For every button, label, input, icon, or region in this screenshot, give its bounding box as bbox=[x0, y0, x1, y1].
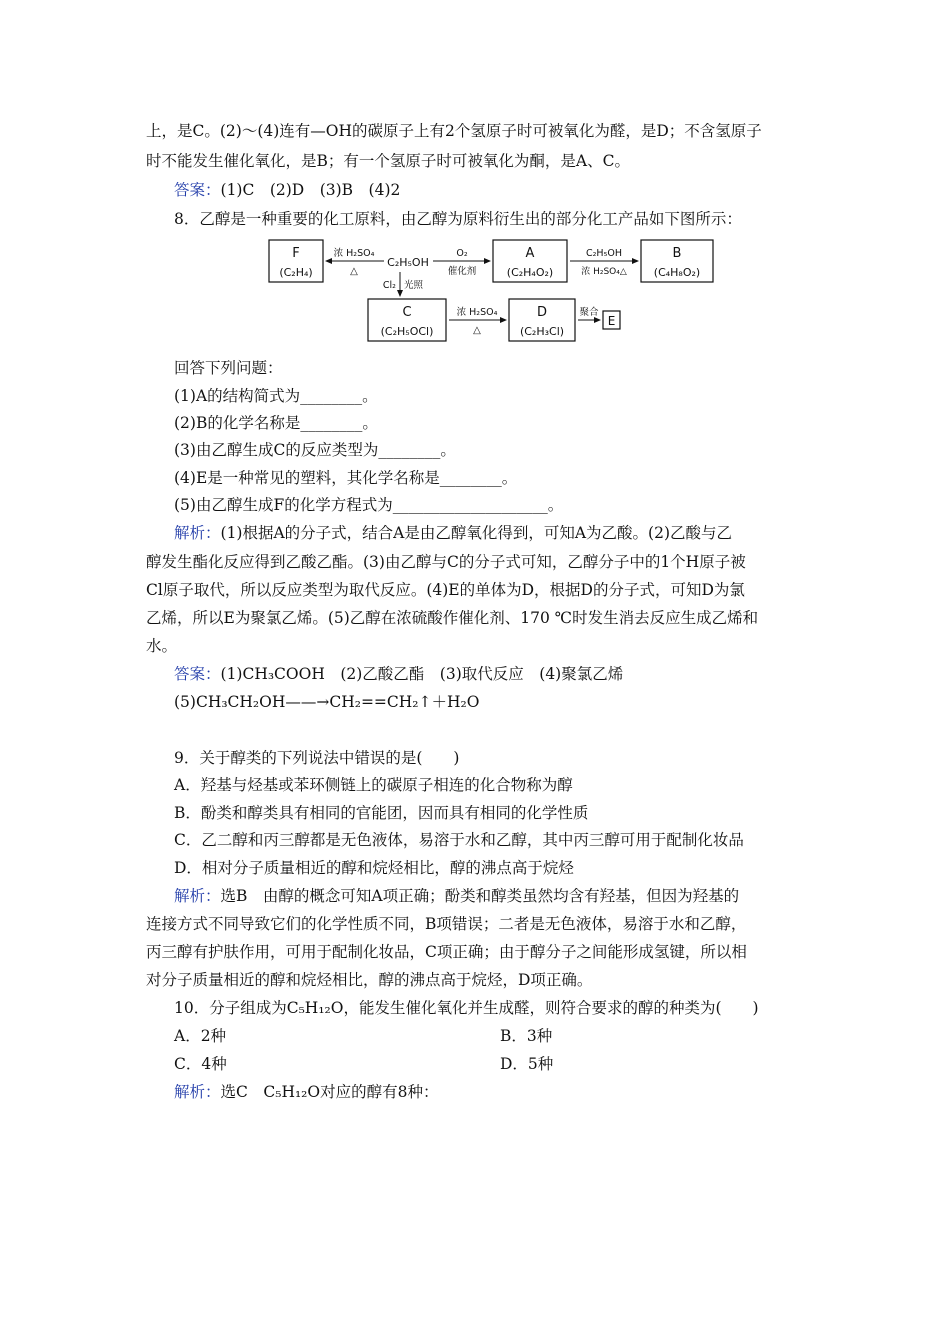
box-B-formula: (C₄H₈O₂) bbox=[653, 266, 701, 279]
box-F-label: F bbox=[292, 246, 300, 261]
question-10: 10．分子组成为C₅H₁₂O，能发生催化氧化并生成醛，则符合要求的醇的种类为( ) bbox=[174, 999, 759, 1017]
arrow-A-bottom: 催化剂 bbox=[447, 266, 477, 277]
answer-text: (1)CH₃COOH (2)乙酸乙酯 (3)取代反应 (4)聚氯乙烯 bbox=[220, 665, 624, 683]
text-line: Cl原子取代，所以反应类型为取代反应。(4)E的单体为D，根据D的分子式，可知D为氯 bbox=[146, 581, 745, 599]
box-D-label: D bbox=[536, 305, 548, 320]
arrow-B-top: C₂H₅OH bbox=[585, 248, 623, 259]
analysis-label: 解析： bbox=[174, 887, 221, 905]
arrow-B-bottom: 浓 H₂SO₄△ bbox=[581, 267, 627, 277]
text-line: 水。 bbox=[146, 637, 178, 655]
option-B: B．酚类和醇类具有相同的官能团，因而具有相同的化学性质 bbox=[174, 804, 589, 822]
option-B: B．3种 bbox=[500, 1027, 553, 1045]
ethanol-center: C₂H₅OH bbox=[387, 256, 429, 269]
box-D-formula: (C₂H₃Cl) bbox=[519, 325, 565, 338]
text-line: 连接方式不同导致它们的化学性质不同，B项错误；二者是无色液体，易溶于水和乙醇， bbox=[146, 915, 747, 933]
text-line: 丙三醇有护肤作用，可用于配制化妆品，C项正确；由于醇分子之间能形成氢键，所以相 bbox=[146, 943, 747, 961]
analysis-label: 解析： bbox=[174, 1083, 221, 1101]
arrow-D-bottom: △ bbox=[473, 325, 481, 336]
arrow-F-bottom: △ bbox=[350, 266, 358, 277]
question-part: (1)A的结构简式为________。 bbox=[174, 387, 378, 405]
analysis-line bbox=[174, 886, 739, 906]
box-E-label: E bbox=[607, 314, 616, 328]
analysis-line bbox=[174, 1082, 438, 1102]
box-B-label: B bbox=[672, 246, 682, 261]
answer-text: (1)C (2)D (3)B (4)2 bbox=[220, 181, 401, 199]
text-line: 醇发生酯化反应得到乙酸乙酯。(3)由乙醇与C的分子式可知，乙醇分子中的1个H原子被 bbox=[146, 553, 746, 571]
analysis-line bbox=[174, 523, 732, 543]
arrow-F-top: 浓 H₂SO₄ bbox=[333, 248, 375, 259]
arrow-D-top: 浓 H₂SO₄ bbox=[456, 307, 498, 318]
answer-label: 答案： bbox=[174, 665, 221, 683]
option-D: D．相对分子质量相近的醇和烷烃相比，醇的沸点高于烷烃 bbox=[174, 859, 574, 877]
question-8: 8．乙醇是一种重要的化工原料，由乙醇为原料衍生出的部分化工产品如下图所示： bbox=[174, 210, 742, 228]
box-A-formula: (C₂H₄O₂) bbox=[506, 266, 554, 279]
arrow-C-right: 光照 bbox=[404, 280, 424, 291]
analysis-label: 解析： bbox=[174, 524, 221, 542]
text-line: 乙烯，所以E为聚氯乙烯。(5)乙醇在浓硫酸作催化剂、170 ℃时发生消去反应生成乙烯和 bbox=[146, 609, 759, 627]
box-C-label: C bbox=[402, 305, 412, 320]
equation-line: (5)CH₃CH₂OH——→CH₂==CH₂↑＋H₂O bbox=[174, 693, 480, 711]
question-part: (3)由乙醇生成C的反应类型为________。 bbox=[174, 441, 456, 459]
box-F-formula: (C₂H₄) bbox=[279, 266, 313, 279]
arrow-C-left: Cl₂ bbox=[382, 280, 396, 291]
question-part: (5)由乙醇生成F的化学方程式为____________________。 bbox=[174, 496, 564, 514]
question-part: (4)E是一种常见的塑料，其化学名称是________。 bbox=[174, 469, 518, 487]
option-A: A．2种 bbox=[174, 1027, 227, 1045]
arrow-E-top: 聚合 bbox=[579, 307, 599, 318]
answer-label: 答案： bbox=[174, 181, 221, 199]
answer-line bbox=[174, 180, 400, 200]
reaction-diagram bbox=[268, 236, 718, 344]
box-C-formula: (C₂H₅OCl) bbox=[380, 325, 434, 338]
option-A: A．羟基与烃基或苯环侧链上的碳原子相连的化合物称为醇 bbox=[174, 776, 573, 794]
analysis-text: 选C C₅H₁₂O对应的醇有8种： bbox=[220, 1083, 439, 1101]
question-9: 9．关于醇类的下列说法中错误的是( ) bbox=[174, 749, 460, 767]
text-line: 对分子质量相近的醇和烷烃相比，醇的沸点高于烷烃，D项正确。 bbox=[146, 971, 593, 989]
text-line: 上，是C。(2)～(4)连有—OH的碳原子上有2个氢原子时可被氧化为醛，是D；不含氢原子 bbox=[146, 122, 762, 140]
option-C: C．4种 bbox=[174, 1055, 227, 1073]
arrow-A-top: O₂ bbox=[456, 248, 468, 259]
option-C: C．乙二醇和丙三醇都是无色液体，易溶于水和乙醇，其中丙三醇可用于配制化妆品 bbox=[174, 831, 744, 849]
box-A-label: A bbox=[525, 246, 535, 261]
text-line: 时不能发生催化氧化，是B；有一个氢原子时可被氧化为酮，是A、C。 bbox=[146, 152, 630, 170]
analysis-text: (1)根据A的分子式，结合A是由乙醇氧化得到，可知A为乙酸。(2)乙酸与乙 bbox=[220, 524, 733, 542]
answer-line bbox=[174, 664, 623, 684]
analysis-text: 选B 由醇的概念可知A项正确；酚类和醇类虽然均含有羟基，但因为羟基的 bbox=[220, 887, 740, 905]
question-part: (2)B的化学名称是________。 bbox=[174, 414, 378, 432]
option-D: D．5种 bbox=[500, 1055, 554, 1073]
text-line: 回答下列问题： bbox=[174, 359, 283, 377]
